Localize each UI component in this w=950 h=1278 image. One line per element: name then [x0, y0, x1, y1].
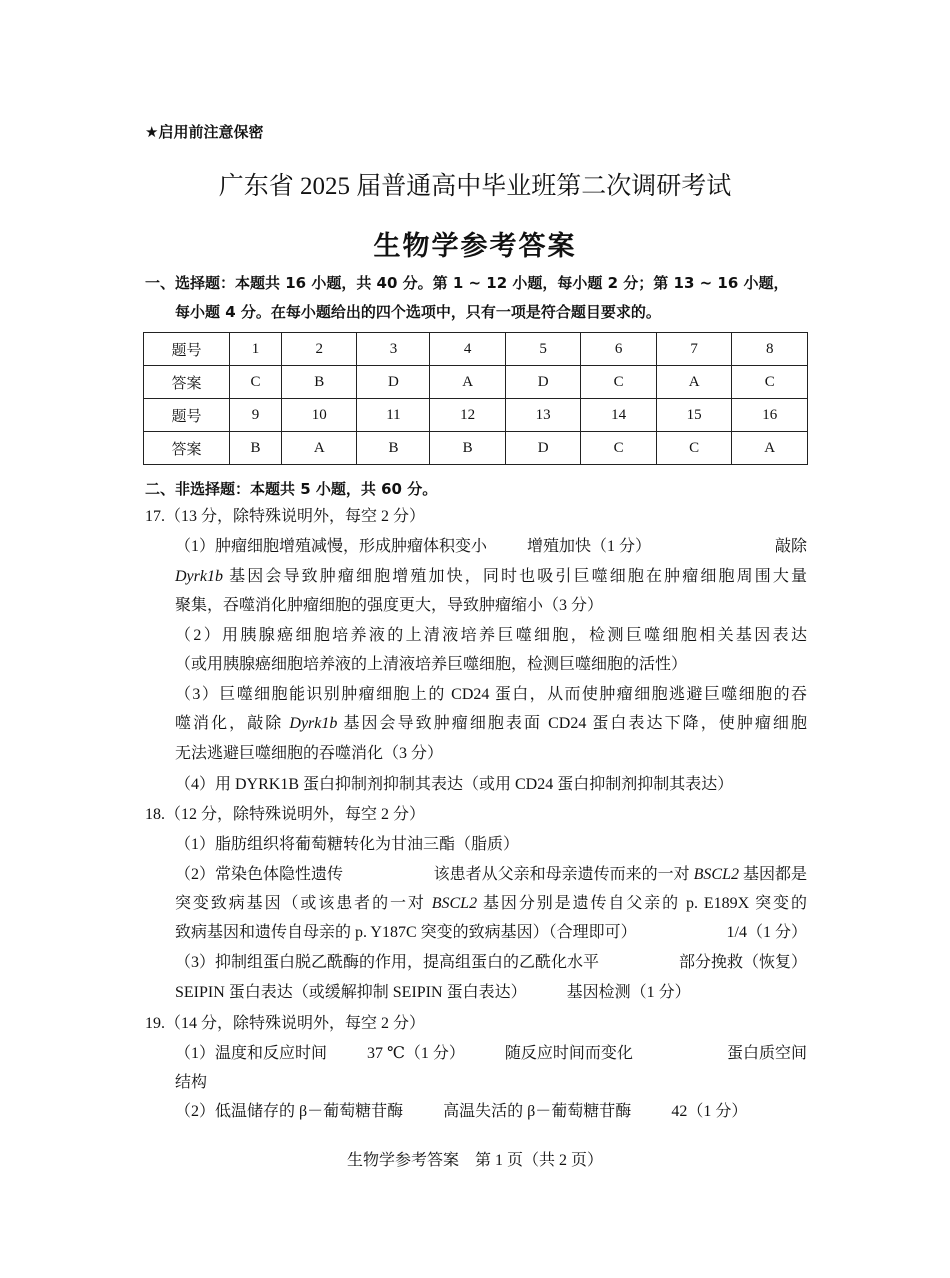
q18-answer-2-end [175, 923, 807, 943]
cell: 7 [656, 333, 732, 366]
cell: 13 [505, 399, 581, 432]
section2-heading: 二、非选择题：本题共 5 小题，共 60 分。 [145, 480, 438, 498]
cell: D [505, 432, 581, 465]
cell: 9 [230, 399, 282, 432]
q18-answer-2-cont [175, 894, 807, 914]
confidential-note: ★启用前注意保密 [145, 123, 264, 141]
table-row [144, 333, 808, 366]
cell: 2 [281, 333, 357, 366]
q17-answer-1-end: 聚集，吞噬消化肿瘤细胞的强度更大，导致肿瘤缩小（3 分） [175, 597, 604, 614]
answer-text: 部分挽救（恢复） [678, 954, 807, 971]
answer-text: 致病基因和遗传自母亲的 p. Y187C 突变的致病基因）（合理即可） [175, 924, 637, 941]
row-label: 答案 [144, 366, 230, 399]
q17-answer-3: （3）巨噬细胞能识别肿瘤细胞上的 CD24 蛋白，从而使肿瘤细胞逃避巨噬细胞的吞 [175, 686, 807, 703]
q18-answer-2 [175, 865, 807, 885]
table-row [144, 366, 808, 399]
cell: A [732, 432, 808, 465]
cell: C [656, 432, 732, 465]
gene-name: BSCL2 [431, 895, 478, 912]
answer-text: 基因都是 [738, 866, 807, 883]
answer-table [143, 332, 808, 465]
q17-answer-4: （4）用 DYRK1B 蛋白抑制剂抑制其表达（或用 CD24 蛋白抑制剂抑制其表达） [175, 776, 734, 793]
cell: 1 [230, 333, 282, 366]
cell: 14 [581, 399, 657, 432]
cell: A [430, 366, 506, 399]
answer-text: 突变致病基因（或该患者的一对 [175, 895, 432, 912]
q17-answer-2-alt: （或用胰腺癌细胞培养液的上清液培养巨噬细胞，检测巨噬细胞的活性） [175, 656, 688, 673]
q18-answer-3-cont [175, 983, 691, 1003]
row-label: 题号 [144, 399, 230, 432]
section1-instructions-line2: 每小题 4 分。在每小题给出的四个选项中，只有一项是符合题目要求的。 [175, 303, 661, 321]
cell: C [732, 366, 808, 399]
section1-instructions-line1: 一、选择题：本题共 16 小题，共 40 分。第 1 ~ 12 小题，每小题 2 分；第 13 ~ 16 小题， [145, 274, 789, 292]
q19-answer-1-cont: 结构 [175, 1074, 208, 1091]
q17-answer-3-end: 无法逃避巨噬细胞的吞噬消化（3 分） [175, 745, 444, 762]
answer-text: 敲除 [774, 538, 807, 555]
exam-title: 广东省 2025 届普通高中毕业班第二次调研考试 [218, 173, 732, 200]
answer-text: 随反应时间而变化 [504, 1045, 633, 1062]
answer-text: 该患者从父亲和母亲遗传而来的一对 [433, 866, 694, 883]
q19-answer-1 [175, 1044, 807, 1064]
answer-text: 噬消化，敲除 [175, 715, 290, 732]
answer-text: SEIPIN 蛋白表达（或缓解抑制 SEIPIN 蛋白表达） [175, 984, 527, 1001]
q19-answer-2 [175, 1102, 747, 1122]
cell: A [656, 366, 732, 399]
q17-answer-2: （2）用胰腺癌细胞培养液的上清液培养巨噬细胞，检测巨噬细胞相关基因表达 [175, 627, 807, 644]
cell: 3 [357, 333, 430, 366]
cell: B [357, 432, 430, 465]
cell: 6 [581, 333, 657, 366]
q17-answer-3-cont [175, 714, 807, 734]
answer-text: （1）肿瘤细胞增殖减慢，形成肿瘤体积变小 [175, 538, 488, 555]
cell: 8 [732, 333, 808, 366]
cell: A [281, 432, 357, 465]
answer-text: 基因会导致肿瘤细胞增殖加快，同时也吸引巨噬细胞在肿瘤细胞周围大量 [222, 568, 807, 585]
cell: D [357, 366, 430, 399]
q17-answer-1 [175, 537, 807, 557]
cell: 4 [430, 333, 506, 366]
gene-name: Dyrk1b [175, 568, 223, 585]
cell: C [581, 366, 657, 399]
answer-text: （2）低温储存的 β－葡萄糖苷酶 [175, 1103, 404, 1120]
answer-text: 基因会导致肿瘤细胞表面 CD24 蛋白表达下降，使肿瘤细胞 [337, 715, 807, 732]
cell: 11 [357, 399, 430, 432]
cell: 12 [430, 399, 506, 432]
table-row [144, 432, 808, 465]
answer-text: （2）常染色体隐性遗传 [175, 866, 344, 883]
q19-heading: 19.（14 分，除特殊说明外，每空 2 分） [145, 1015, 426, 1032]
page-title: 生物学参考答案 [373, 231, 577, 262]
cell: 15 [656, 399, 732, 432]
q17-answer-1-cont [175, 567, 807, 587]
answer-text: （1）温度和反应时间 [175, 1045, 328, 1062]
answer-text: 基因检测（1 分） [566, 984, 691, 1001]
q18-answer-3 [175, 953, 807, 973]
table-row [144, 399, 808, 432]
answer-text: 37 ℃（1 分） [367, 1045, 465, 1062]
q18-heading: 18.（12 分，除特殊说明外，每空 2 分） [145, 806, 426, 823]
answer-text: 蛋白质空间 [726, 1045, 807, 1062]
gene-name: Dyrk1b [289, 715, 338, 732]
q18-answer-1: （1）脂肪组织将葡萄糖转化为甘油三酯（脂质） [175, 836, 520, 853]
answer-text: 1/4（1 分） [726, 924, 807, 941]
cell: 5 [505, 333, 581, 366]
cell: C [581, 432, 657, 465]
cell: D [505, 366, 581, 399]
answer-text: （3）抑制组蛋白脱乙酰酶的作用，提高组蛋白的乙酰化水平 [175, 954, 600, 971]
answer-text: 增殖加快（1 分） [527, 538, 652, 555]
answer-text: 基因分别是遗传自父亲的 p. E189X 突变的 [477, 895, 807, 912]
answer-text: 42（1 分） [671, 1103, 748, 1120]
cell: C [230, 366, 282, 399]
q17-heading: 17.（13 分，除特殊说明外，每空 2 分） [145, 508, 426, 525]
answer-text: 高温失活的 β－葡萄糖苷酶 [443, 1103, 632, 1120]
row-label: 题号 [144, 333, 230, 366]
page-footer: 生物学参考答案 第 1 页（共 2 页） [346, 1152, 603, 1169]
cell: B [230, 432, 282, 465]
cell: B [430, 432, 506, 465]
cell: 10 [281, 399, 357, 432]
cell: 16 [732, 399, 808, 432]
row-label: 答案 [144, 432, 230, 465]
gene-name: BSCL2 [693, 866, 739, 883]
cell: B [281, 366, 357, 399]
